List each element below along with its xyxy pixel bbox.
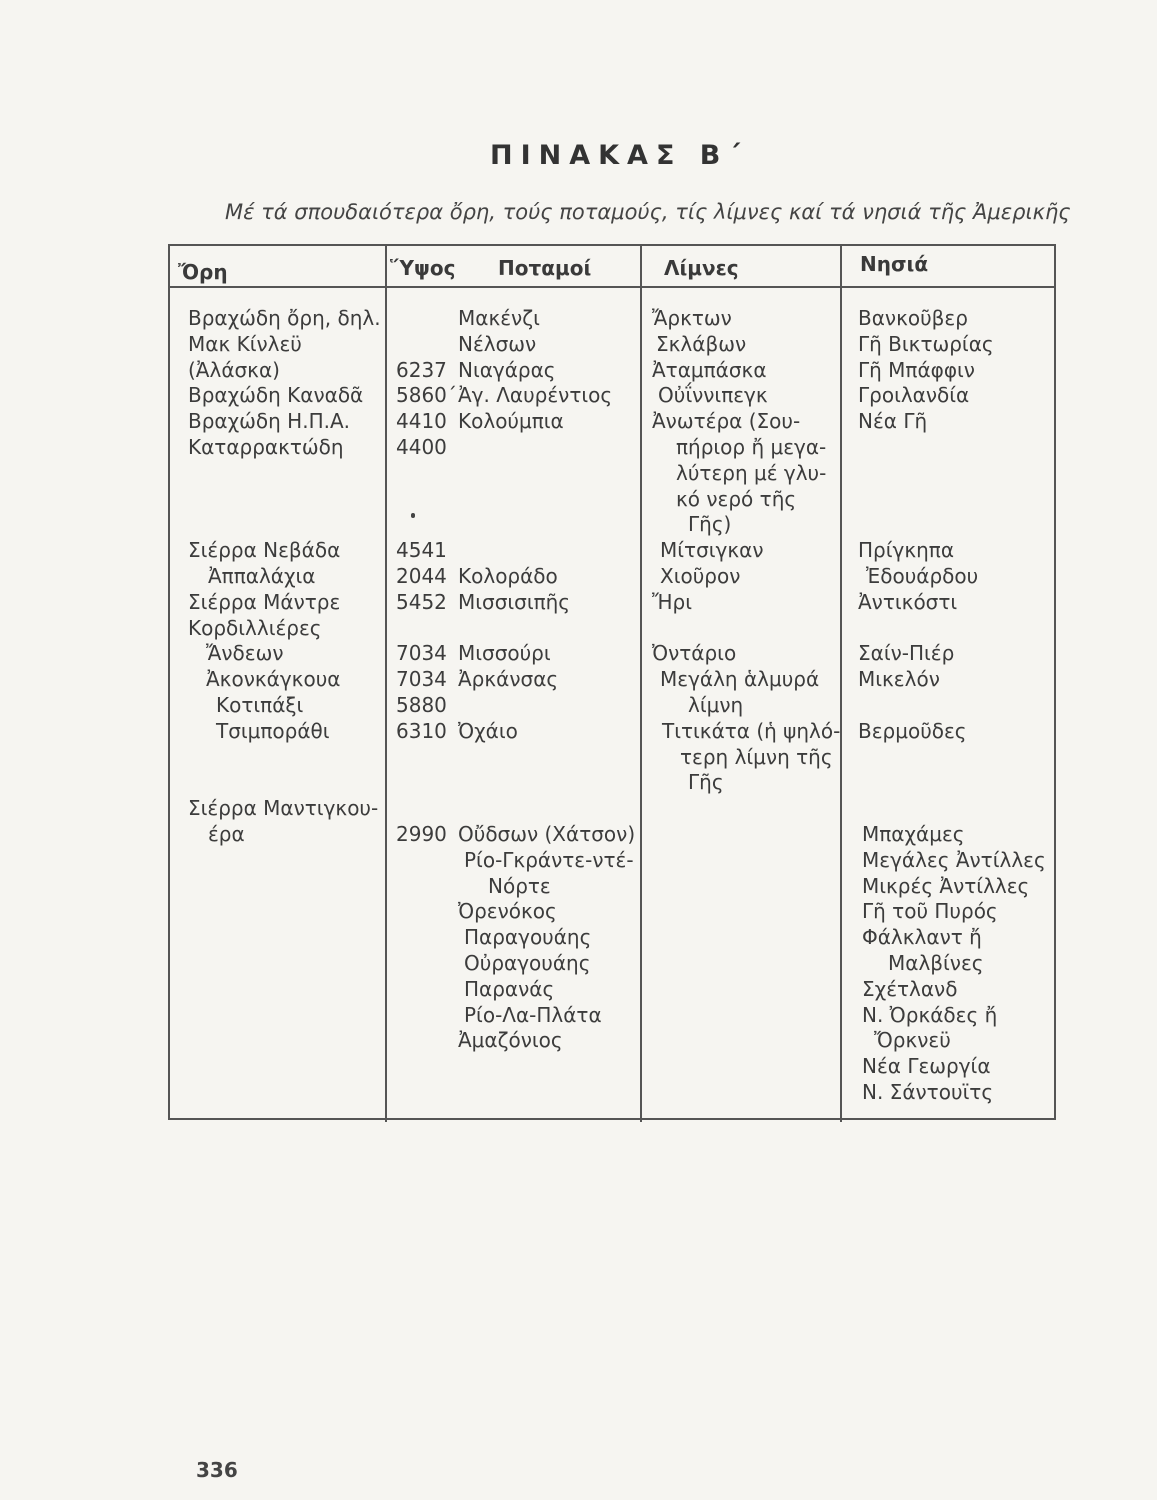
mountains-cell: Ἀππαλάχια: [208, 563, 316, 588]
island-cell: Μπαχάμες: [862, 821, 965, 846]
river-cell: Κολοράδο: [458, 563, 558, 588]
river-cell: Ὀρενόκος: [458, 899, 557, 924]
header-islands: Νησιά: [860, 252, 929, 276]
lake-cell: Ἄρκτων: [652, 306, 732, 330]
mountains-cell: [188, 770, 381, 796]
island-cell: Βερμοῦδες: [858, 718, 967, 743]
island-cell: Φάλκλαντ ἤ: [862, 925, 982, 950]
river-cell: [458, 538, 635, 564]
lake-cell: Μεγάλη ἁλμυρά: [660, 667, 820, 692]
island-cell: Πρίγκηπα: [858, 538, 955, 563]
island-cell: [858, 796, 1046, 822]
heights-column: [396, 306, 457, 848]
island-cell: Μικελόν: [858, 667, 940, 692]
island-cell: Γροιλανδία: [858, 383, 970, 408]
river-cell: Μισσούρι: [458, 641, 551, 666]
river-cell: Ρίο-Λα-Πλάτα: [464, 1002, 602, 1027]
rivers-column: [458, 306, 635, 1054]
island-cell: Μεγάλες Ἀντίλλες: [862, 847, 1046, 872]
island-cell: [858, 487, 1046, 513]
mountains-cell: Βραχώδη ὄρη, δηλ.: [188, 306, 381, 330]
island-cell: Σχέτλανδ: [862, 976, 958, 1001]
river-cell: [458, 796, 635, 822]
height-cell: 4410: [396, 409, 447, 434]
river-cell: Παρανάς: [464, 976, 555, 1001]
column-divider-2: [640, 246, 642, 1122]
table-title: ΠΙΝΑΚΑΣ Β΄: [490, 140, 749, 171]
table-subtitle: Μέ τά σπουδαιότερα ὄρη, τούς ποταμούς, τίς λίμνες καί τά νησιά τῆς Ἀμερικῆς: [225, 200, 1071, 224]
height-cell: [396, 616, 457, 642]
island-cell: [858, 461, 1046, 487]
lake-cell: πήριορ ἤ μεγα-: [676, 434, 827, 459]
lake-cell: Γῆς): [688, 512, 732, 537]
mountains-cell: Καταρρακτώδη: [188, 434, 344, 459]
mountains-cell: Σιέρρα Νεβάδα: [188, 538, 341, 563]
lake-cell: λίμνη: [688, 692, 744, 717]
height-cell: [396, 487, 457, 513]
river-cell: Ἀρκάνσας: [458, 667, 559, 692]
header-lakes: Λίμνες: [664, 256, 739, 280]
mountains-cell: [188, 745, 381, 771]
island-cell: Ν. Σάντουϊτς: [862, 1079, 994, 1104]
mountains-cell: Κοτιπάξι: [216, 692, 304, 717]
height-cell: 7034: [396, 641, 447, 666]
river-cell: [458, 693, 635, 719]
river-cell: [458, 745, 635, 771]
height-cell: [396, 770, 457, 796]
river-cell: Μισσισιπῆς: [458, 589, 571, 614]
mountains-cell: Τσιμποράθι: [216, 718, 330, 743]
page-number: 336: [196, 1458, 238, 1482]
island-cell: Ν. Ὀρκάδες ἤ: [862, 1002, 998, 1027]
island-cell: Ὄρκνεϋ: [874, 1028, 951, 1053]
lakes-column: [652, 306, 840, 796]
height-cell: [396, 796, 457, 822]
river-cell: Ἀγ. Λαυρέντιος: [458, 383, 613, 408]
height-cell: [396, 512, 457, 538]
header-mountains: Ὄρη: [178, 260, 228, 284]
mountains-cell: [188, 487, 381, 513]
river-cell: Οὔδσων (Χάτσον): [458, 821, 636, 846]
mountains-cell: Βραχώδη Καναδᾶ: [188, 383, 364, 408]
river-cell: Κολούμπια: [458, 409, 564, 434]
height-cell: 7034: [396, 667, 447, 692]
island-cell: [858, 512, 1046, 538]
island-cell: Σαίν-Πιέρ: [858, 641, 955, 666]
river-cell: Μακένζι: [458, 306, 540, 330]
island-cell: Νέα Γῆ: [858, 409, 928, 434]
height-cell: [396, 745, 457, 771]
column-divider-1: [385, 246, 387, 1122]
river-cell: [458, 512, 635, 538]
river-cell: Ὀχάιο: [458, 718, 518, 743]
river-cell: Νιαγάρας: [458, 357, 556, 382]
lake-cell: Χιοῦρον: [660, 563, 741, 588]
mountains-cell: [188, 512, 381, 538]
height-cell: 2990: [396, 821, 447, 846]
island-cell: [858, 435, 1046, 461]
lake-cell: Γῆς: [688, 770, 724, 795]
lake-cell: Ἀταμπάσκα: [652, 357, 767, 382]
height-cell: [396, 461, 457, 487]
island-cell: Βανκοῦβερ: [858, 306, 968, 330]
mountains-cell: Ἀκονκάγκουα: [206, 667, 341, 692]
height-cell: 5880: [396, 692, 447, 717]
header-rivers: Ποταμοί: [498, 256, 592, 280]
height-cell: 4400: [396, 434, 447, 459]
mountains-column: [188, 306, 381, 848]
lake-cell: Ὀντάριο: [652, 641, 737, 666]
river-cell: Ἀμαζόνιος: [458, 1028, 563, 1053]
mountains-cell: Σιέρρα Μάντρε: [188, 589, 341, 614]
river-cell: Νέλσων: [458, 331, 537, 356]
mountains-cell: Κορδιλλιέρες: [188, 615, 322, 640]
river-cell: Παραγουάης: [464, 925, 592, 950]
height-cell: [396, 306, 457, 332]
island-cell: Ἀντικόστι: [858, 589, 958, 614]
lake-cell: Μίτσιγκαν: [660, 538, 764, 563]
lake-cell: τερη λίμνη τῆς: [680, 744, 833, 769]
header-height: Ὕψος: [390, 256, 456, 280]
island-cell: Ἐδουάρδου: [866, 563, 979, 588]
river-cell: [458, 461, 635, 487]
mountains-cell: (Ἀλάσκα): [188, 357, 280, 382]
height-cell: 5452: [396, 589, 447, 614]
river-cell: [458, 616, 635, 642]
header-divider: [170, 286, 1054, 288]
island-cell: [858, 616, 1046, 642]
river-cell: Οὐραγουάης: [464, 950, 591, 975]
mountains-cell: Σιέρρα Μαντιγκου-: [188, 796, 379, 821]
river-cell: [458, 770, 635, 796]
island-cell: Γῆ Μπάφφιν: [858, 357, 975, 382]
islands-column: [858, 306, 1046, 1106]
mountains-cell: Ἄνδεων: [206, 641, 284, 666]
lake-cell: λύτερη μέ γλυ-: [676, 460, 827, 485]
river-cell: Νόρτε: [488, 873, 551, 898]
height-cell: 6310: [396, 718, 447, 743]
height-cell: 2044: [396, 563, 447, 588]
island-cell: Γῆ Βικτωρίας: [858, 331, 994, 356]
island-cell: [858, 693, 1046, 719]
ink-speck: [411, 513, 415, 518]
river-cell: Ρίο-Γκράντε-ντέ-: [464, 847, 634, 872]
island-cell: Νέα Γεωργία: [862, 1054, 991, 1079]
mountains-cell: έρα: [208, 821, 245, 846]
island-cell: [858, 745, 1046, 771]
island-cell: Μικρές Ἀντίλλες: [862, 873, 1030, 898]
river-cell: [458, 435, 635, 461]
mountains-cell: Μακ Κίνλεϋ: [188, 331, 302, 356]
height-cell: [396, 332, 457, 358]
island-cell: [858, 770, 1046, 796]
lake-cell: Ἀνωτέρα (Σου-: [652, 409, 801, 434]
lake-cell: Σκλάβων: [656, 331, 747, 356]
lake-cell: Ἤρι: [652, 589, 692, 614]
island-cell: Γῆ τοῦ Πυρός: [862, 899, 998, 924]
lake-cell: Οὐΐννιπεγκ: [658, 383, 768, 408]
river-cell: [458, 487, 635, 513]
lake-cell: κό νερό τῆς: [676, 486, 797, 511]
lake-cell: [652, 616, 840, 642]
mountains-cell: [188, 461, 381, 487]
mountains-cell: Βραχώδη Η.Π.Α.: [188, 409, 351, 434]
height-cell: 5860΄: [396, 383, 457, 408]
height-cell: 4541: [396, 538, 447, 563]
lake-cell: Τιτικάτα (ἡ ψηλό-: [662, 718, 841, 743]
height-cell: 6237: [396, 357, 447, 382]
island-cell: Μαλβίνες: [888, 950, 984, 975]
